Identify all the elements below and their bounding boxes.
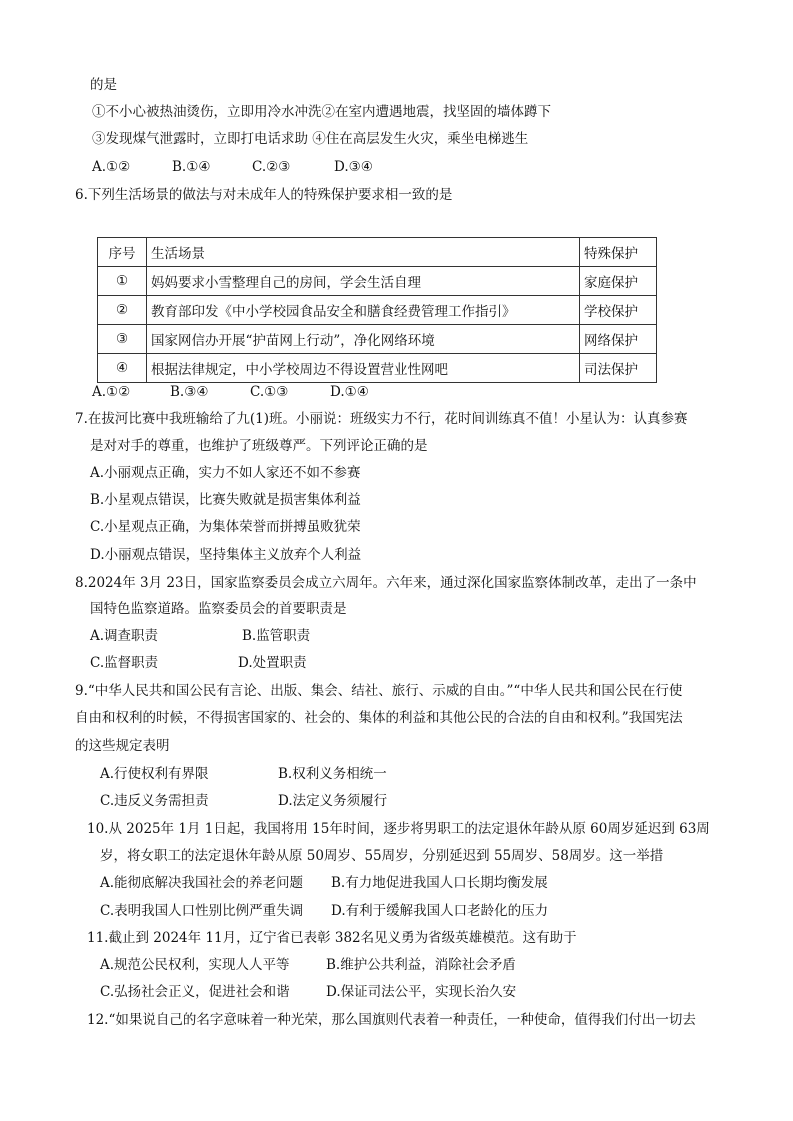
q9-option-b: B.权利义务相统一	[278, 766, 387, 782]
q7-stem-line-1: 7.在拔河比赛中我班输给了九(1)班。小丽说：班级实力不行，花时间训练真不值！小星认为：认真参赛	[75, 411, 688, 427]
table-row	[98, 296, 657, 325]
table-cell: 家庭保护	[580, 267, 657, 296]
table-cell: 网络保护	[580, 325, 657, 354]
q6-option-c: C.①③	[250, 384, 289, 400]
q10-option-c: C.表明我国人口性别比例严重失调	[100, 903, 304, 919]
table-cell: ③	[98, 325, 147, 354]
table-cell: 司法保护	[580, 354, 657, 383]
table-cell: 妈妈要求小雪整理自己的房间，学会生活自理	[147, 267, 580, 296]
table-cell: ②	[98, 296, 147, 325]
q11-option-d: D.保证司法公平，实现长治久安	[326, 984, 517, 1000]
table-row	[98, 325, 657, 354]
q7-option-d: D.小丽观点错误，坚持集体主义放弃个人利益	[90, 547, 362, 563]
q8-option-a: A.调查职责	[90, 628, 159, 644]
table-row	[98, 267, 657, 296]
q12-stem-line-1: 12.“如果说自己的名字意味着一种光荣，那么国旗则代表着一种责任，一种使命，值得我们付出一切去	[87, 1012, 696, 1028]
table-cell: 根据法律规定，中小学校周边不得设置营业性网吧	[147, 354, 580, 383]
table-cell: ④	[98, 354, 147, 383]
q5-statement-1: ①不小心被热油烫伤，立即用冷水冲洗②在室内遭遇地震，找坚固的墙体蹲下	[92, 104, 551, 120]
q7-option-c: C.小星观点正确，为集体荣誉而拼搏虽败犹荣	[90, 519, 361, 535]
q9-stem-line-2: 自由和权利的时候，不得损害国家的、社会的、集体的利益和其他公民的合法的自由和权利。”我国宪法	[75, 710, 683, 726]
q7-stem-line-2: 是对对手的尊重，也维护了班级尊严。下列评论正确的是	[90, 438, 428, 454]
table-header-cell: 特殊保护	[580, 238, 657, 267]
q6-option-a: A.①②	[92, 384, 131, 400]
q11-option-a: A.规范公民权利，实现人人平等	[100, 957, 290, 973]
q9-option-a: A.行使权利有界限	[100, 766, 209, 782]
table-header-cell: 生活场景	[147, 238, 580, 267]
table-cell: 学校保护	[580, 296, 657, 325]
q6-stem: 6.下列生活场景的做法与对未成年人的特殊保护要求相一致的是	[75, 187, 453, 203]
q7-option-a: A.小丽观点正确，实力不如人家还不如不参赛	[90, 465, 361, 481]
q9-stem-line-1: 9.“中华人民共和国公民有言论、出版、集会、结社、旅行、示威的自由。”“中华人民共和国公民在行使	[75, 683, 683, 699]
q8-option-c: C.监督职责	[90, 655, 159, 671]
table-header-cell: 序号	[98, 238, 147, 267]
q6-option-d: D.①④	[330, 384, 369, 400]
q8-option-b: B.监管职责	[242, 628, 311, 644]
q5-option-b: B.①④	[172, 159, 211, 175]
q9-stem-line-3: 的这些规定表明	[75, 738, 170, 754]
scene-table	[97, 237, 657, 383]
q9-option-d: D.法定义务须履行	[278, 793, 388, 809]
table-cell: 国家网信办开展“护苗网上行动”，净化网络环境	[147, 325, 580, 354]
q10-option-a: A.能彻底解决我国社会的养老问题	[100, 875, 304, 891]
q7-option-b: B.小星观点错误，比赛失败就是损害集体利益	[90, 492, 361, 508]
q10-stem-line-1: 10.从 2025年 1月 1日起，我国将用 15年时间，逐步将男职工的法定退休年龄从原 60周岁延迟到 63周	[87, 821, 710, 837]
q6-option-b: B.③④	[170, 384, 209, 400]
q5-tail: 的是	[90, 77, 117, 93]
table-cell: 教育部印发《中小学校园食品安全和膳食经费管理工作指引》	[147, 296, 580, 325]
q5-option-c: C.②③	[252, 159, 291, 175]
q5-option-d: D.③④	[334, 159, 373, 175]
table-cell: ①	[98, 267, 147, 296]
q8-stem-line-1: 8.2024年 3月 23日，国家监察委员会成立六周年。六年来，通过深化国家监察体制改革，走出了一条中	[75, 575, 697, 591]
q5-options	[92, 158, 373, 176]
q11-stem-line-1: 11.截止到 2024年 11月，辽宁省已表彰 382名见义勇为省级英雄模范。这有助于	[87, 930, 577, 946]
table-row	[98, 354, 657, 383]
q8-stem-line-2: 国特色监察道路。监察委员会的首要职责是	[90, 601, 347, 617]
q5-option-a: A.①②	[92, 159, 131, 175]
q5-statement-2: ③发现煤气泄露时，立即打电话求助 ④住在高层发生火灾，乘坐电梯逃生	[92, 131, 529, 147]
q9-option-c: C.违反义务需担责	[100, 793, 209, 809]
q10-option-d: D.有利于缓解我国人口老龄化的压力	[331, 903, 549, 919]
q10-stem-line-2: 岁，将女职工的法定退休年龄从原 50周岁、55周岁，分别延迟到 55周岁、58周岁。这一举措	[100, 848, 664, 864]
q6-options	[92, 383, 369, 401]
q10-option-b: B.有力地促进我国人口长期均衡发展	[331, 875, 548, 891]
q11-option-b: B.维护公共利益，消除社会矛盾	[326, 957, 516, 973]
q11-option-c: C.弘扬社会正义，促进社会和谐	[100, 984, 290, 1000]
q8-option-d: D.处置职责	[238, 655, 307, 671]
table-header-row	[98, 238, 657, 267]
